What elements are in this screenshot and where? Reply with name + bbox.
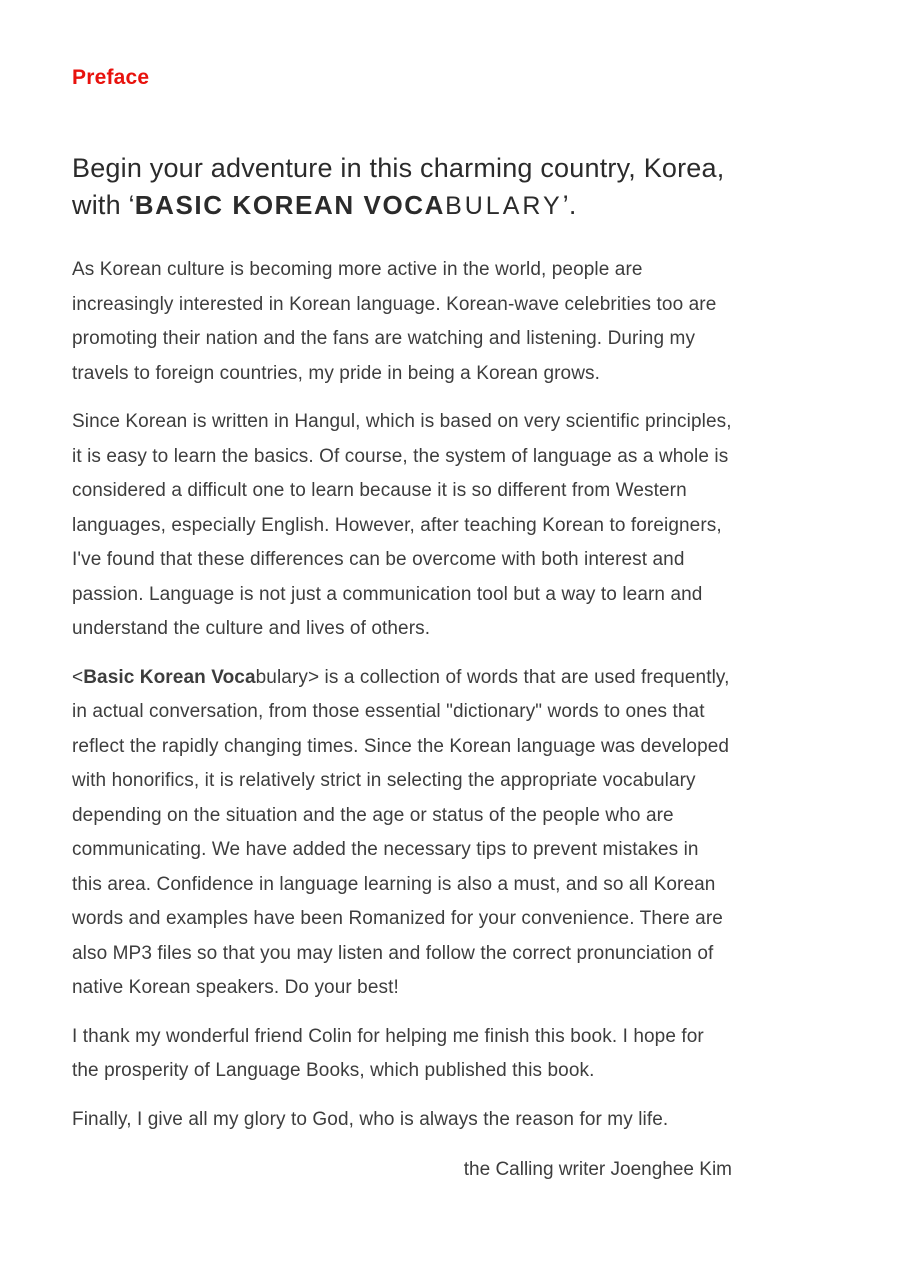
headline-line1: Begin your adventure in this charming country, Korea, — [72, 153, 725, 183]
paragraph-text: < — [72, 666, 84, 688]
page-title: Preface — [72, 66, 150, 89]
paragraph-text: Since Korean is written in Hangul, which is based on very scientific principles, it is easy to learn the basics. Of course, the system of language as a whole is considered a difficult one to learn because it is so different from Western languages, especially English. However, after teaching Korean to foreigners, I've found that these differences can be overcome with both interest and passion. Language is not just a communication tool but a way to learn and understand the culture and lives of others. — [72, 411, 732, 639]
headline — [72, 150, 732, 225]
paragraph — [72, 1020, 732, 1089]
paragraph-text: bulary> is a collection of words that are used frequently, in actual conversation, from those essential "dictionary" words to ones that reflect the rapidly changing times. Since the Korean language was developed with honorifics, it is relatively strict in selecting the appropriate vocabulary depending on the situation and the age or status of the people who are communicating. We have added the necessary tips to prevent mistakes in this area. Confidence in language learning is also a must, and so all Korean words and examples have been Romanized for your convenience. There are also MP3 files so that you may listen and follow the correct pronunciation of native Korean speakers. Do your best! — [72, 666, 730, 998]
paragraph-text: Finally, I give all my glory to God, who is always the reason for my life. — [72, 1108, 669, 1130]
paragraph-text: I thank my wonderful friend Colin for helping me finish this book. I hope for the prosperity of Language Books, which published this book. — [72, 1025, 704, 1081]
headline-line2-suffix: ’. — [562, 190, 577, 220]
book-title-brand: BASIC KOREAN VOCA — [134, 190, 446, 220]
paragraph-text: As Korean culture is becoming more active in the world, people are increasingly interested in Korean language. Korean-wave celebrities too are promoting their nation and the fans are watching and listening. During my travels to foreign countries, my pride in being a Korean grows. — [72, 259, 717, 384]
preface-body — [72, 253, 732, 1137]
book-title-rest: BULARY — [445, 192, 563, 220]
author-signature: the Calling writer Joenghee Kim — [463, 1159, 732, 1180]
headline-line2 — [72, 190, 577, 220]
book-title-inline-bold: Basic Korean Voca — [83, 666, 256, 688]
headline-line2-prefix: with ‘ — [72, 190, 135, 220]
paragraph — [72, 253, 732, 391]
paragraph — [72, 661, 732, 1006]
paragraph — [72, 1103, 732, 1138]
paragraph — [72, 405, 732, 647]
